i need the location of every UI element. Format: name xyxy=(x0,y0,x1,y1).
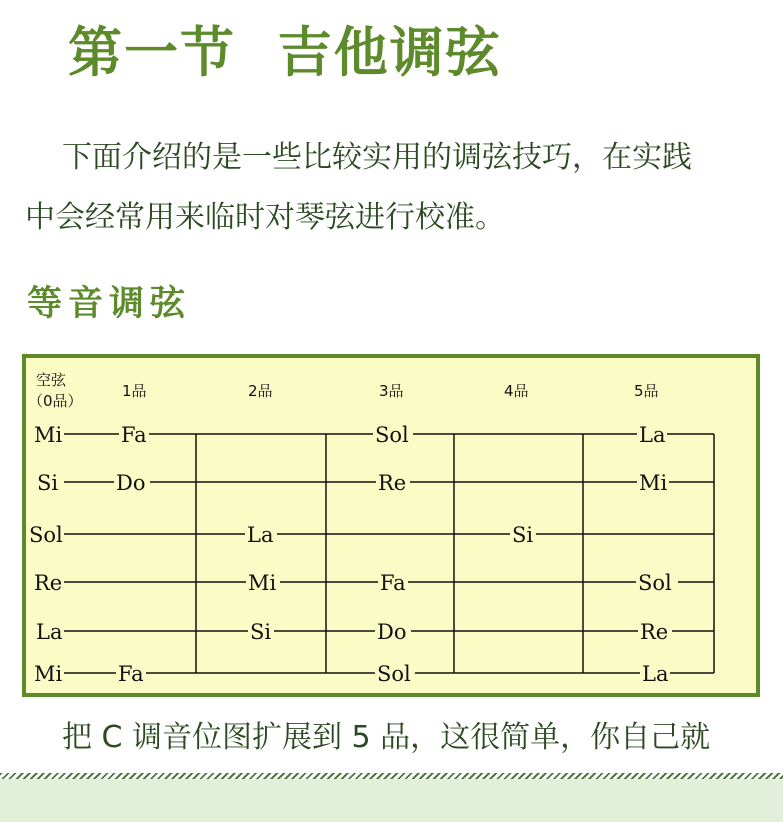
note-r6-fret1: Fa xyxy=(118,662,144,686)
note-r6-fret3: Sol xyxy=(377,662,411,686)
open-string-1: Mi xyxy=(34,423,63,447)
note-r2-fret1: Do xyxy=(116,471,146,495)
intro-line-1: 下面介绍的是一些比较实用的调弦技巧，在实践 xyxy=(62,140,692,175)
open-header-line1: 空弦 xyxy=(36,371,67,389)
footer-band xyxy=(0,779,783,822)
note-r4-fret3: Fa xyxy=(380,571,406,595)
footer-paragraph: 把 C 调音位图扩展到 5 品，这很简单，你自己就 xyxy=(62,720,711,755)
fret-header-5: 5品 xyxy=(634,382,659,400)
note-r2-fret5: Mi xyxy=(639,471,668,495)
note-r5-fret3: Do xyxy=(377,620,407,644)
open-header-line2: （0品） xyxy=(28,392,83,410)
note-r4-fret2: Mi xyxy=(248,571,277,595)
open-string-6: Mi xyxy=(34,662,63,686)
fret-header-4: 4品 xyxy=(504,382,529,400)
note-r1-fret3: Sol xyxy=(375,423,409,447)
note-r6-fret5: La xyxy=(642,662,669,686)
open-string-4: Re xyxy=(34,571,63,595)
fret-header-1: 1品 xyxy=(122,382,147,400)
intro-line-2: 中会经常用来临时对琴弦进行校准。 xyxy=(25,200,505,235)
open-string-5: La xyxy=(36,620,63,644)
note-r2-fret3: Re xyxy=(378,471,407,495)
fret-header-3: 3品 xyxy=(379,382,404,400)
note-r5-fret5: Re xyxy=(640,620,669,644)
open-string-2: Si xyxy=(37,471,59,495)
fretboard-diagram xyxy=(22,354,760,697)
section-title: 等音调弦 xyxy=(27,284,192,324)
note-r3-fret2: La xyxy=(247,523,274,547)
fretboard-svg xyxy=(26,358,756,693)
open-string-3: Sol xyxy=(29,523,63,547)
note-r5-fret2: Si xyxy=(250,620,272,644)
note-r1-fret1: Fa xyxy=(121,423,147,447)
note-r3-fret4: Si xyxy=(512,523,534,547)
page-title: 第一节 吉他调弦 xyxy=(68,21,502,84)
fret-header-2: 2品 xyxy=(248,382,273,400)
note-r1-fret5: La xyxy=(639,423,666,447)
note-r4-fret5: Sol xyxy=(638,571,672,595)
